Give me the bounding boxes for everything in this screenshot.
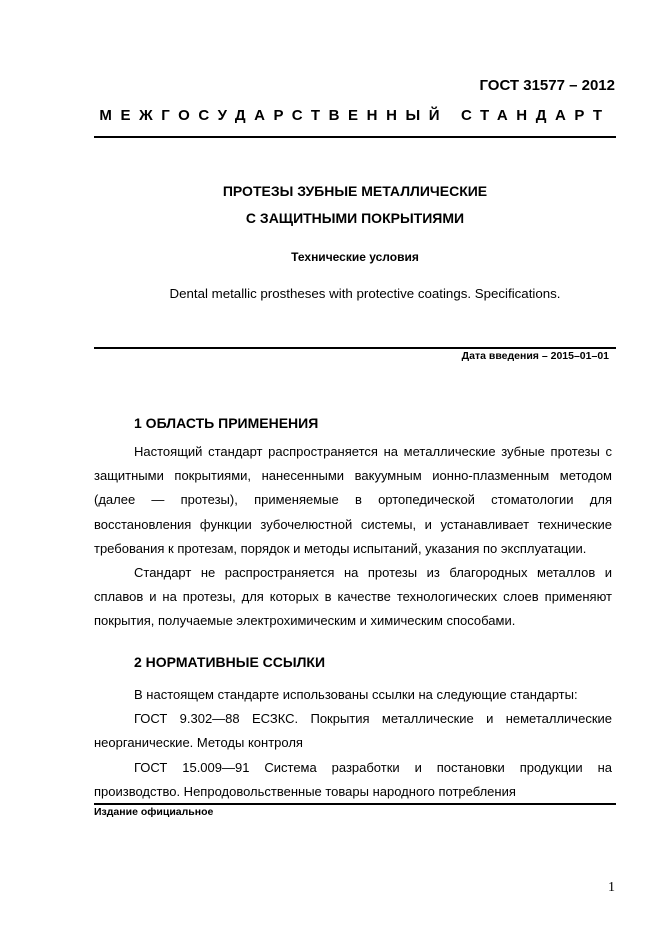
section-heading-references: 2 НОРМАТИВНЫЕ ССЫЛКИ bbox=[134, 654, 326, 670]
page-number: 1 bbox=[608, 880, 615, 895]
reference-item: ГОСТ 9.302—88 ЕСЗКС. Покрытия металлические и неметаллические неорганические. Методы контроля bbox=[94, 711, 612, 751]
header-divider bbox=[94, 136, 616, 138]
document-subtitle: Технические условия bbox=[291, 250, 419, 264]
edition-note: Издание официальное bbox=[94, 806, 214, 818]
title-divider bbox=[94, 347, 616, 349]
document-title-line-1: ПРОТЕЗЫ ЗУБНЫЕ МЕТАЛЛИЧЕСКИЕ bbox=[222, 183, 488, 199]
introduction-date: Дата введения – 2015–01–01 bbox=[461, 350, 609, 362]
english-title: Dental metallic prostheses with protective coatings. Specifications. bbox=[169, 286, 561, 301]
reference-item: ГОСТ 15.009—91 Система разработки и постановки продукции на производство. Непродовольственные товары народного потребления bbox=[94, 760, 612, 800]
references-intro: В настоящем стандарте использованы ссылки на следующие стандарты: bbox=[134, 687, 578, 702]
footer-divider bbox=[94, 803, 616, 805]
section-heading-scope: 1 ОБЛАСТЬ ПРИМЕНЕНИЯ bbox=[134, 415, 319, 431]
scope-paragraph: Настоящий стандарт распространяется на металлические зубные протезы с защитными покрытиями, нанесенными вакуумным ионно-плазменным методом (далее — протезы), применяемые в ортопедической стоматологии для восстановления функции зубочелюстной системы, и устанавливает технические требования к протезам, порядок и методы испытаний, указания по эксплуатации. bbox=[94, 444, 612, 556]
document-number: ГОСТ 31577 – 2012 bbox=[479, 77, 615, 94]
document-title-line-2: С ЗАЩИТНЫМИ ПОКРЫТИЯМИ bbox=[245, 210, 465, 226]
standard-category: МЕЖГОСУДАРСТВЕННЫЙ СТАНДАРТ bbox=[99, 107, 611, 124]
scope-exclusion-paragraph: Стандарт не распространяется на протезы из благородных металлов и сплавов и на протезы, для которых в качестве технологических слоев применяют покрытия, получаемые электрохимическим и химическим способами. bbox=[94, 565, 612, 629]
